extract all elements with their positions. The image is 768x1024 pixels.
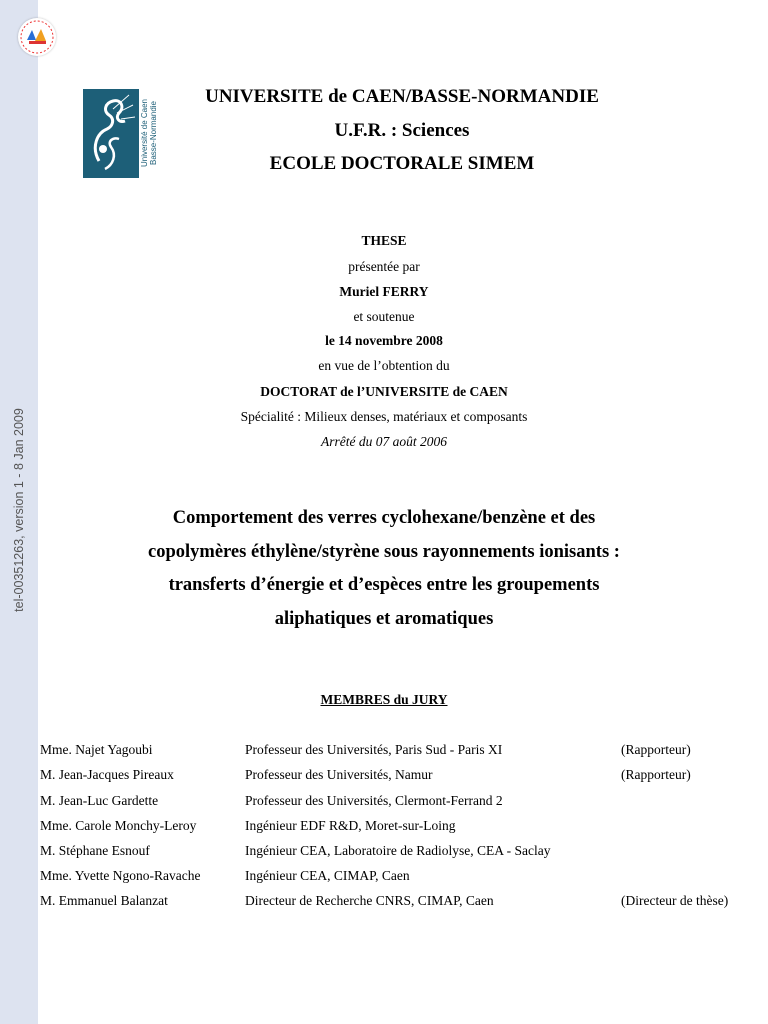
ufr-name: U.F.R. : Sciences: [334, 120, 470, 141]
presented-by-text: présentée par: [348, 259, 420, 274]
hal-archive-logo: [18, 18, 56, 56]
jury-member-name: M. Jean-Jacques Pireaux: [40, 767, 174, 782]
author-name: Muriel FERRY: [339, 284, 429, 299]
jury-member-name: M. Jean-Luc Gardette: [40, 793, 159, 808]
archive-identifier: tel-00351263, version 1 - 8 Jan 2009: [12, 408, 26, 612]
thesis-title-line-2: copolymères éthylène/styrène sous rayonnements ionisants :: [148, 542, 620, 562]
thesis-title-line-3: transferts d’énergie et d’espèces entre les groupements: [168, 575, 600, 595]
defended-text: et soutenue: [353, 309, 415, 324]
degree-name: DOCTORAT de l’UNIVERSITE de CAEN: [260, 384, 508, 399]
decree-text: Arrêté du 07 août 2006: [321, 434, 447, 449]
jury-heading: MEMBRES du JURY: [320, 692, 448, 707]
logo-text-line1: Université de Caen: [140, 98, 149, 168]
jury-member-name: M. Stéphane Esnouf: [40, 843, 150, 858]
specialty-text: Spécialité : Milieux denses, matériaux et composants: [240, 409, 528, 424]
doctoral-school-name: ECOLE DOCTORALE SIMEM: [269, 153, 535, 174]
jury-member-name: Mme. Carole Monchy-Leroy: [40, 818, 197, 833]
jury-member-row: [0, 742, 768, 760]
jury-member-position: Directeur de Recherche CNRS, CIMAP, Caen: [245, 893, 494, 908]
jury-member-position: Ingénieur CEA, CIMAP, Caen: [245, 868, 410, 883]
jury-member-row: [0, 893, 768, 911]
jury-member-position: Professeur des Universités, Paris Sud - Paris XI: [245, 742, 503, 757]
jury-member-row: [0, 843, 768, 861]
jury-member-name: Mme. Najet Yagoubi: [40, 742, 153, 757]
purpose-text: en vue de l’obtention du: [318, 358, 450, 373]
jury-member-position: Professeur des Universités, Namur: [245, 767, 433, 782]
jury-member-name: Mme. Yvette Ngono-Ravache: [40, 868, 201, 883]
logo-text-line2: Basse-Normandie: [149, 100, 158, 166]
jury-member-row: [0, 793, 768, 811]
university-name: UNIVERSITE de CAEN/BASSE-NORMANDIE: [205, 86, 599, 107]
thesis-label: THESE: [361, 233, 407, 248]
defense-date: le 14 novembre 2008: [325, 333, 443, 348]
thesis-title-line-1: Comportement des verres cyclohexane/benzène et des: [172, 508, 596, 528]
jury-member-row: [0, 767, 768, 785]
jury-member-role: (Rapporteur): [621, 767, 691, 782]
jury-member-row: [0, 868, 768, 886]
jury-member-row: [0, 818, 768, 836]
jury-member-role: (Rapporteur): [621, 742, 691, 757]
thesis-title-line-4: aliphatiques et aromatiques: [274, 609, 494, 629]
jury-member-position: Ingénieur CEA, Laboratoire de Radiolyse, CEA - Saclay: [245, 843, 551, 858]
jury-member-position: Ingénieur EDF R&D, Moret-sur-Loing: [245, 818, 456, 833]
university-caen-logo: [83, 89, 161, 178]
jury-member-name: M. Emmanuel Balanzat: [40, 893, 168, 908]
jury-member-role: (Directeur de thèse): [621, 893, 729, 908]
jury-member-position: Professeur des Universités, Clermont-Ferrand 2: [245, 793, 503, 808]
